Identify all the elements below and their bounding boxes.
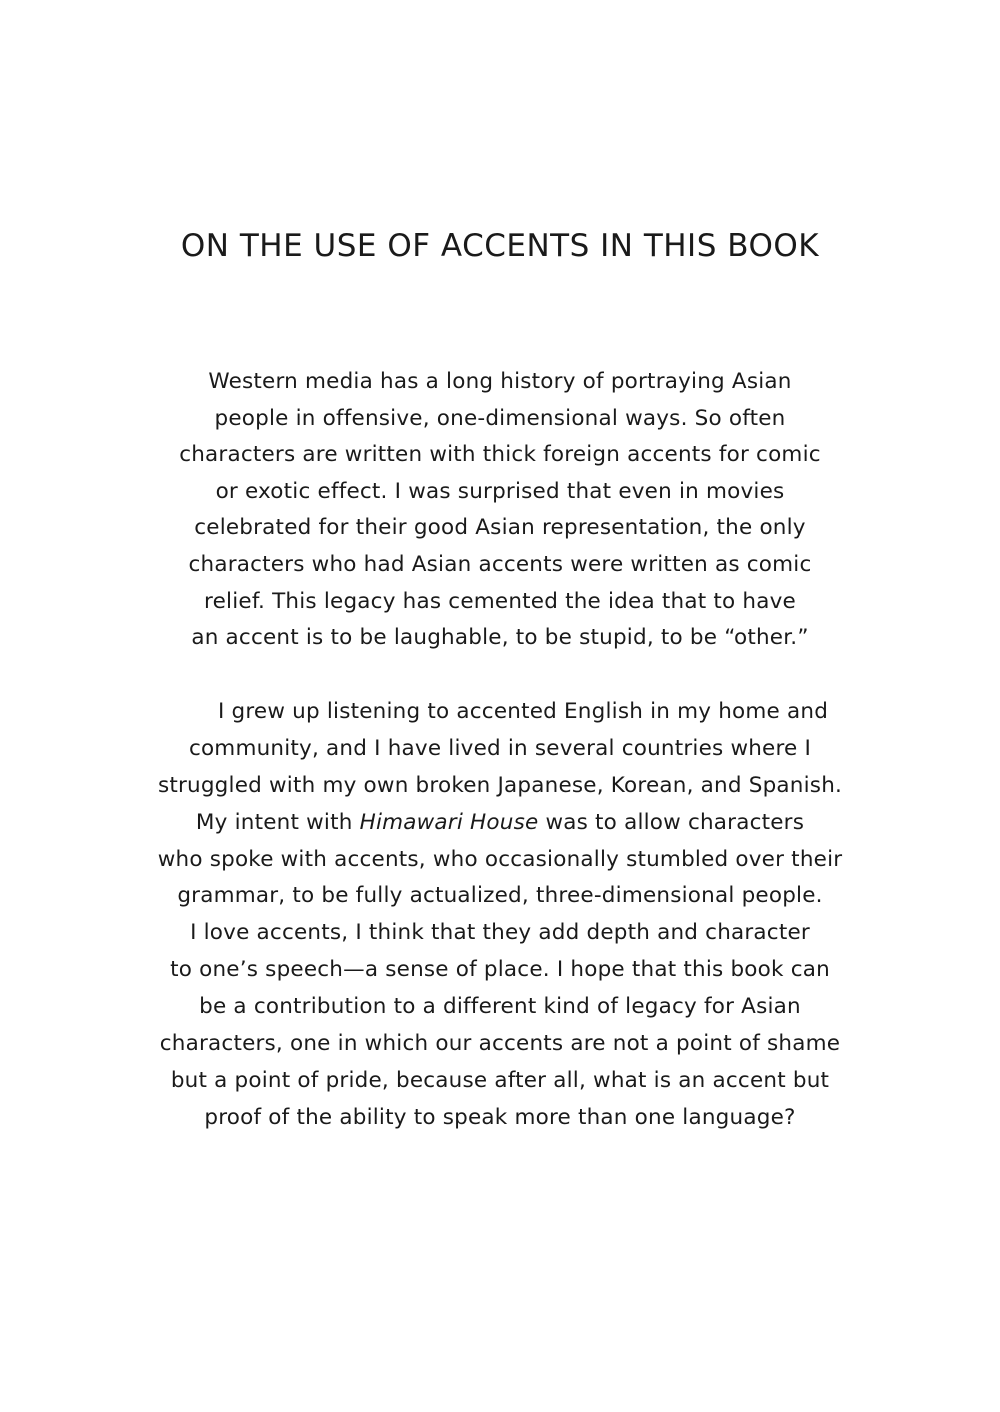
- text-line: people in offensive, one-dimensional ways. So often: [214, 405, 786, 431]
- text-line-with-book-title: [0, 805, 1000, 842]
- text-fragment: was to allow characters: [538, 809, 805, 835]
- text-line: I love accents, I think that they add depth and character: [190, 920, 810, 946]
- book-title-italic: Himawari House: [359, 809, 539, 835]
- text-line: celebrated for their good Asian representation, the only: [194, 515, 806, 541]
- text-fragment: My intent with: [195, 809, 360, 835]
- text-line: characters who had Asian accents were written as comic: [188, 551, 812, 577]
- text-line: characters are written with thick foreign accents for comic: [179, 442, 821, 468]
- text-line: proof of the ability to speak more than one language?: [204, 1104, 796, 1130]
- text-line: characters, one in which our accents are not a point of shame: [159, 1031, 841, 1057]
- text-line: Western media has a long history of portraying Asian: [208, 369, 792, 394]
- text-line: grammar, to be fully actualized, three-dimensional people.: [177, 883, 823, 909]
- text-line: community, and I have lived in several countries where I: [188, 735, 812, 761]
- text-line: an accent is to be laughable, to be stupid, to be “other.”: [191, 625, 809, 651]
- text-line: but a point of pride, because after all, what is an accent but: [170, 1067, 830, 1093]
- page-title: ON THE USE OF ACCENTS IN THIS BOOK: [180, 228, 820, 264]
- text-line: struggled with my own broken Japanese, Korean, and Spanish.: [157, 772, 843, 798]
- text-line: I grew up listening to accented English in my home and: [217, 699, 829, 724]
- paragraph-2: [0, 694, 1000, 1137]
- paragraph-1: [0, 364, 1000, 657]
- text-line: relief. This legacy has cemented the idea that to have: [204, 588, 796, 614]
- text-line: who spoke with accents, who occasionally stumbled over their: [157, 846, 843, 872]
- text-line: be a contribution to a different kind of legacy for Asian: [199, 994, 801, 1020]
- text-line: to one’s speech—a sense of place. I hope that this book can: [170, 957, 830, 983]
- text-line: or exotic effect. I was surprised that even in movies: [215, 478, 785, 504]
